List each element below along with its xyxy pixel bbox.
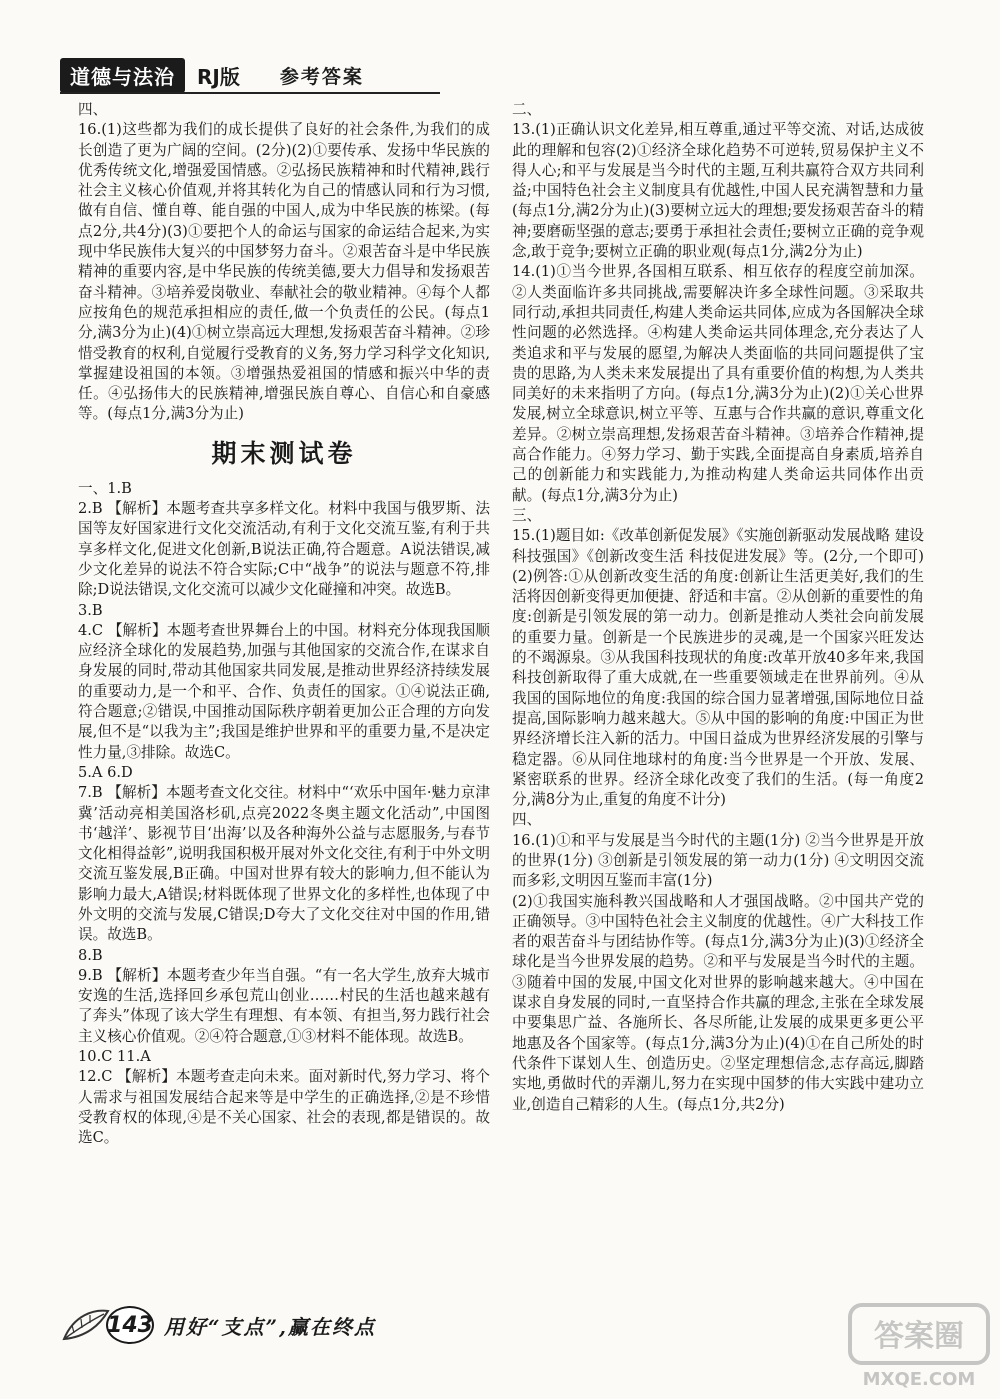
answer-1: 一、1.B: [78, 479, 132, 497]
exam-title: 期末测试卷: [211, 438, 357, 468]
answer-15: 15.(1)题目如:《改革创新促发展》《实施创新驱动发展战略 建设科技强国》《创新改变生活 科技促进发展》等。(2分,一个即可)(2)例答:①从创新改变生活的角度:创新让生活更美好,我们的生活将因创新变得更加便捷、舒适和丰富。②从创新的重要性的角度:创新是引领发展的第一动力。创新是推动人类社会向前发展的重要力量。创新是一个民族进步的灵魂,是一个国家兴旺发达的不竭源泉。③从我国科技现状的角度:改革开放40多年来,我国科技创新取得了重大成就,在一些重要领域走在世界前列。④从我国的国际地位的角度:我国的综合国力显著增强,国际地位日益提高,国际影响力越来越大。⑤从中国的影响的角度:中国正为世界经济增长注入新的活力。中国日益成为世界经济发展的引擎与稳定器。⑥从同住地球村的角度:当今世界是一个开放、发展、紧密联系的世界。经济全球化改变了我们的生活。(每一角度2分,满8分为止,重复的角度不计分): [512, 527, 924, 809]
answer-title: 参考答案: [279, 65, 364, 88]
answer-13: 13.(1)正确认识文化差异,相互尊重,通过平等交流、对话,达成彼此的理解和包容(2)①经济全球化趋势不可逆转,贸易保护主义不得人心;和平与发展是当今时代的主题,互利共赢符合双方共同利益;中国特色社会主义制度具有优越性,中国人民充满智慧和力量(每点1分,满2分为止)(3)要树立远大的理想;要发扬艰苦奋斗的精神;要磨砺坚强的意志;要勇于承担社会责任;要树立正确的竞争观念,敢于竞争;要树立正确的职业观(每点1分,满2分为止): [512, 121, 924, 261]
section-heading: 四、: [78, 101, 108, 118]
header-rule: [60, 92, 440, 94]
leaf-icon: [60, 1305, 112, 1345]
answer-5-6: 5.A 6.D: [78, 763, 133, 781]
answer-4: 4.C 【解析】本题考查世界舞台上的中国。材料充分体现我国顺应经济全球化的发展趋势,加强与其他国家的交流合作,在谋求自身发展的同时,带动其他国家共同发展,是推动世界经济持续发展的重要动力,是一个和平、合作、负责任的国家。①④说法正确,符合题意;②错误,中国推动国际秩序朝着更加公正合理的方向发展,但不是“以我为主”;我国是维护世界和平的重要力量,不是决定性力量,③排除。故选C。: [78, 621, 490, 761]
watermark-text: MXQE.COM: [862, 1369, 976, 1390]
watermark-logo: [844, 1301, 994, 1393]
section-heading: 二、: [512, 101, 542, 118]
section-heading: 三、: [512, 506, 542, 524]
page-header: [60, 58, 364, 92]
left-column: [78, 100, 490, 1149]
answer-12: 12.C 【解析】本题考查走向未来。面对新时代,努力学习、将个人需求与祖国发展结合起来等是中学生的正确选择,②是不珍惜受教育权的体现,④是不关心国家、社会的表现,都是错误的。故选C。: [78, 1068, 490, 1147]
answer-8: 8.B: [78, 946, 103, 964]
answer-2: 2.B 【解析】本题考查共享多样文化。材料中我国与俄罗斯、法国等友好国家进行文化交流活动,有利于文化交流互鉴,有利于共享多样文化,促进文化创新,B说法正确,符合题意。A说法错误,减少文化差异的说法不符合实际;C中“战争”的说法与题意不符,排除;D说法错误,文化交流可以减少文化碰撞和冲突。故选B。: [78, 500, 490, 599]
answer-16-part1: 16.(1)①和平与发展是当今时代的主题(1分) ②当今世界是开放的世界(1分) ③创新是引领发展的第一动力(1分) ④文明因交流而多彩,文明因互鉴而丰富(1分): [512, 831, 924, 890]
answer-14: 14.(1)①当今世界,各国相互联系、相互依存的程度空前加深。②人类面临许多共同挑战,需要解决许多全球性问题。③采取共同行动,承担共同责任,构建人类命运共同体,应成为各国解决全球性问题的必然选择。④构建人类命运共同体理念,充分表达了人类追求和平与发展的愿望,为解决人类面临的共同问题提供了宝贵的思路,为人类未来发展提出了具有重要价值的构想,为人类共同美好的未来指明了方向。(每点1分,满3分为止)(2)①关心世界发展,树立全球意识,树立平等、互惠与合作共赢的意识,尊重文化差异。②树立崇高理想,发扬艰苦奋斗精神。③培养合作精神,提高合作能力。④努力学习、勤于实践,全面提高自身素质,培养自己的创新能力和实践能力,为推动构建人类命运共同体作出贡献。(每点1分,满3分为止): [512, 263, 924, 504]
answer-16: 16.(1)这些都为我们的成长提供了良好的社会条件,为我们的成长创造了更为广阔的空间。(2分)(2)①要传承、发扬中华民族的优秀传统文化,增强爱国情感。②弘扬民族精神和时代精神,践行社会主义核心价值观,并将其转化为自己的情感认同和行为习惯,做有自信、懂自尊、能自强的中国人,成为中华民族的栋梁。(每点2分,共4分)(3)①要把个人的命运与国家的命运结合起来,为实现中华民族伟大复兴的中国梦努力奋斗。②艰苦奋斗是中华民族精神的重要内容,是中华民族的传统美德,要大力倡导和发扬艰苦奋斗精神。③培养爱岗敬业、奉献社会的敬业精神。④每个人都应按角色的规范承担相应的责任,做一个负责任的公民。(每点1分,满3分为止)(4)①树立崇高远大理想,发扬艰苦奋斗精神。②珍惜受教育的权利,自觉履行受教育的义务,努力学习科学文化知识,掌握建设祖国的本领。③增强热爱祖国的情感和振兴中华的责任。④弘扬伟大的民族精神,增强民族自尊心、自信心和自豪感等。(每点1分,满3分为止): [78, 121, 490, 423]
edition-label: RJ版: [197, 64, 240, 89]
page-footer: [60, 1305, 376, 1345]
answer-7: 7.B 【解析】本题考查文化交往。材料中“‘欢乐中国年·魅力京津冀’活动亮相美国洛杉矶,点亮2022冬奥主题文化活动”,中国图书‘越洋’、影视节目‘出海’以及各种海外公益与志愿服务,与春节文化相得益彰”,说明我国积极开展对外文化交往,有利于中外文明交流互鉴发展,B正确。中国对世界有较大的影响力,但不能认为影响力最大,A错误;材料既体现了世界文化的多样性,也体现了中外文明的交流与发展,C错误;D夸大了文化交往对中国的作用,错误。故选B。: [78, 784, 490, 944]
footer-slogan: 用好“支点”,赢在终点: [164, 1314, 376, 1339]
subject-badge: 道德与法治: [60, 58, 185, 93]
answer-16-part2: (2)①我国实施科教兴国战略和人才强国战略。②中国共产党的正确领导。③中国特色社会主义制度的优越性。④广大科技工作者的艰苦奋斗与团结协作等。(每点1分,满3分为止)(3)①经济全球化是当今世界发展的趋势。②和平与发展是当今时代的主题。③随着中国的发展,中国文化对世界的影响越来越大。④中国在谋求自身发展的同时,一直坚持合作共赢的理念,主张在全球发展中要集思广益、各施所长、各尽所能,让发展的成果更多更公平地惠及各个国家等。(每点1分,满3分为止)(4)①在自己所处的时代条件下谋划人生、创造历史。②坚定理想信念,志存高远,脚踏实地,勇做时代的弄潮儿,努力在实现中国梦的伟大实践中建功立业,创造自己精彩的人生。(每点1分,共2分): [512, 892, 924, 1113]
watermark-logo-text: 答案圈: [874, 1319, 964, 1354]
right-column: [512, 100, 924, 1115]
answer-9: 9.B 【解析】本题考查少年当自强。“有一名大学生,放弃大城市安逸的生活,选择回乡承包荒山创业……村民的生活也越来越有了奔头”体现了该大学生有理想、有本领、有担当,努力践行社会主义核心价值观。②④符合题意,①③材料不能体现。故选B。: [78, 966, 490, 1045]
answer-10-11: 10.C 11.A: [78, 1048, 151, 1066]
page-number: 143: [106, 1306, 154, 1344]
answer-3: 3.B: [78, 601, 103, 619]
section-heading: 四、: [512, 811, 542, 829]
